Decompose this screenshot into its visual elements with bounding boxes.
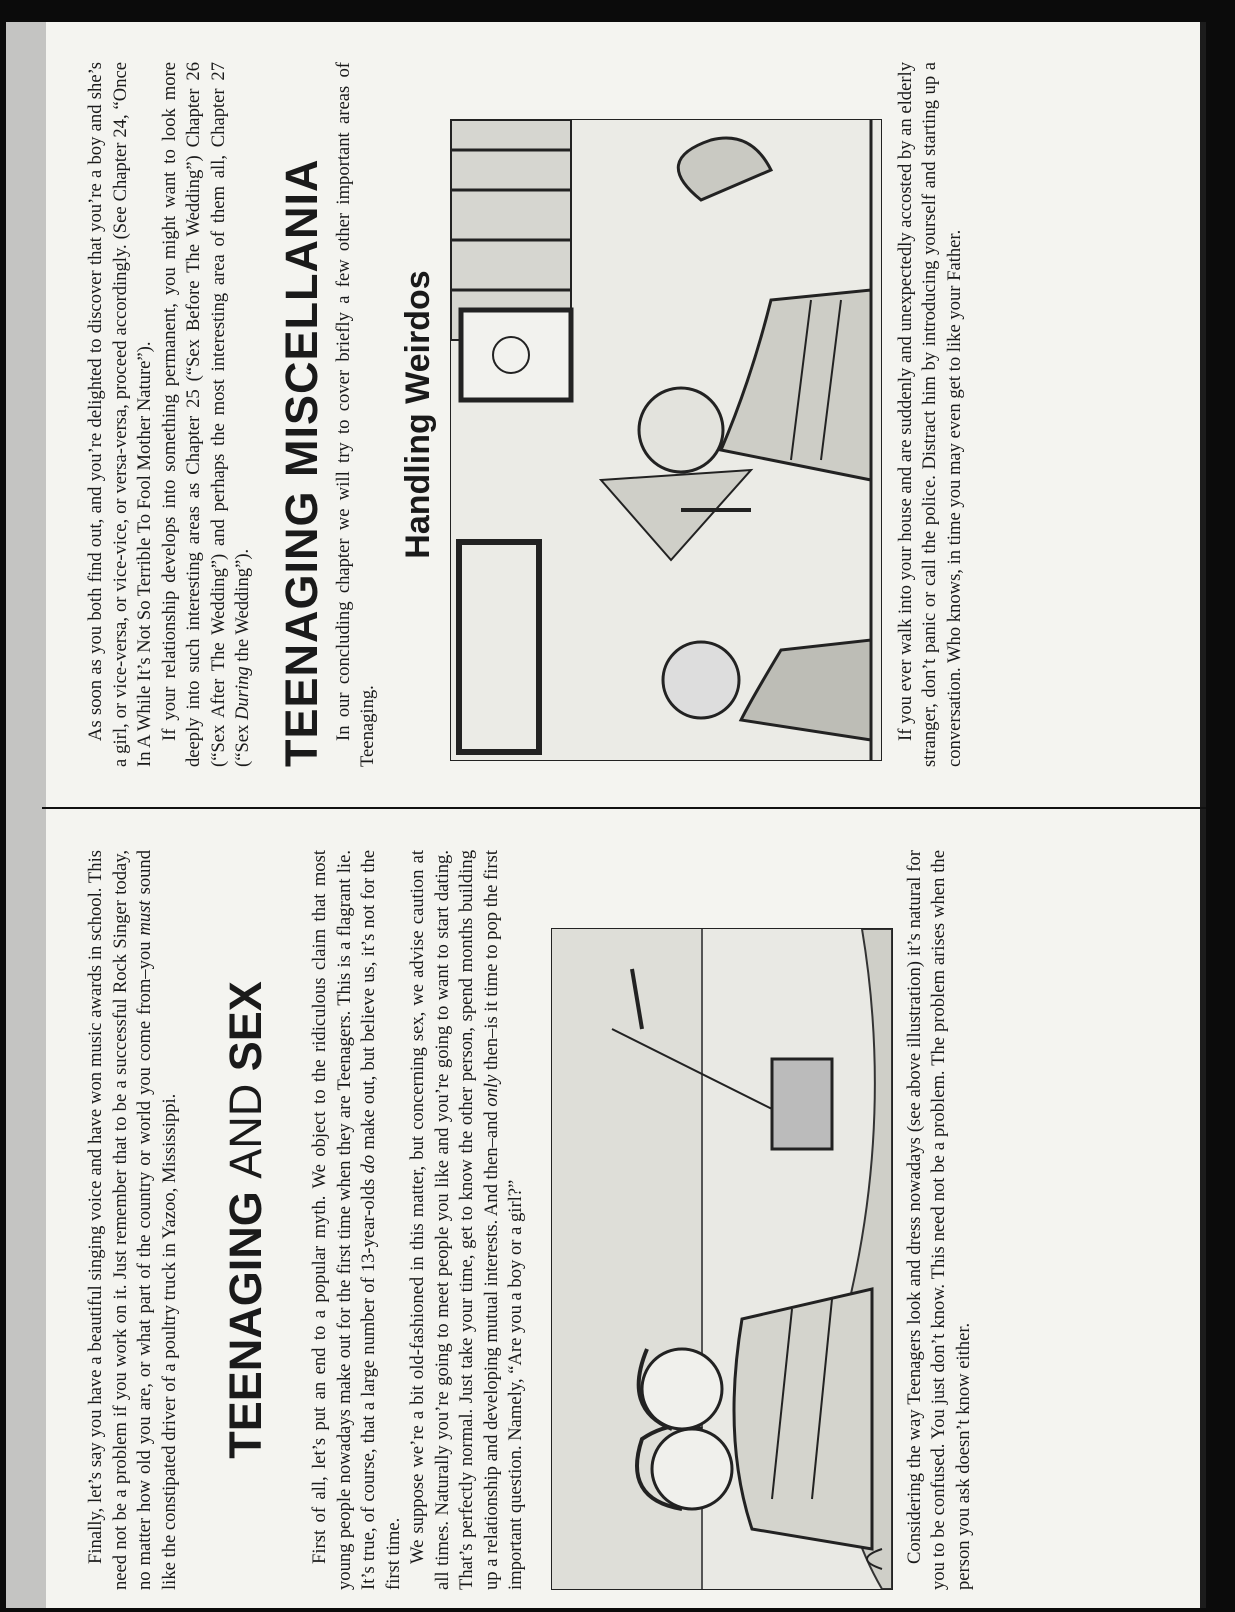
top-para-1: As soon as you both find out, and you’re delighted to discover that you’re a boy and she’s a girl, or vice-versa, or vice-vice, or versa-versa, proceed accordingly. (See Chapter 24, “Once In A While It’s Not So Terrible To Fool Mother Nature”).: [85, 62, 156, 767]
top-para-2: If your relationship develops into something permanent, you might want to look more deeply into such interesting areas as Chapter 25 (“Sex Before The Wedding”) Chapter 26 (“Sex After The Wedding”) and perhaps the most interesting area of them all, Chapter 27 (“Sex During the Wedding”).: [158, 62, 254, 767]
weirdos-caption: If you ever walk into your house and are suddenly and unexpectedly accosted by an elderly stranger, don’t panic or call the police. Distract him by introducing yourself and starting up a conversation. Who knows, in time you may even get to like your Father.: [894, 62, 965, 767]
subheading-handling-weirdos: Handling Weirdos: [398, 270, 437, 559]
confused-caption: Considering the way Teenagers look and dress nowadays (see above illustration) it’s natural for you to be confused. You just don’t know. This need not be a problem. The problem arises when the person you ask doesn’t know either.: [903, 850, 974, 1590]
page-fold-line: [42, 807, 1206, 809]
rock-singer-paragraph: Finally, let’s say you have a beautiful singing voice and have won music awards in school. This need not be a problem if you work on it. Just remember that to be a successful Rock Singer today, no matter how old you are, or what part of the country or world you come from–you must sound like the constipated driver of a poultry truck in Yazoo, Mississippi.: [85, 849, 180, 1590]
popular-myth-paragraph: First of all, let’s put an end to a popular myth. We object to the ridiculous claim that most young people nowadays make out for the first time when they are Teenagers. This is a flagrant lie. It’s true, of course, that a large number of 13-year-olds do make out, but believe us, it’s not for the first time.: [309, 850, 404, 1590]
scan-margin-strip: [6, 22, 46, 1608]
couple-on-beach-illustration: [551, 928, 893, 1590]
chapter-heading-miscellania: TEENAGING MISCELLANIA: [275, 158, 327, 767]
top-page: [84, 62, 1134, 767]
miscellania-intro: In our concluding chapter we will try to cover briefly a few other important areas of Teenaging.: [332, 62, 379, 767]
bottom-page: [84, 850, 1134, 1590]
scan-edge: [1200, 22, 1206, 1608]
caution-paragraph: We suppose we’re a bit old-fashioned in this matter, but concerning sex, we advise caution at all times. Naturally you’re going to meet people you like and you’re going to want to start dating. That’s perfectly normal. Just take your time, get to know the other person, spend months building up a relationship and developing mutual interests. And then–and only then–is it time to pop the first important question. Namely, “Are you a boy or a girl?”: [407, 849, 527, 1590]
chapter-heading-teenaging-and-sex: TEENAGING AND SEX: [220, 981, 272, 1459]
scanned-spread: [6, 22, 1206, 1608]
living-room-weirdos-illustration: [450, 119, 882, 761]
